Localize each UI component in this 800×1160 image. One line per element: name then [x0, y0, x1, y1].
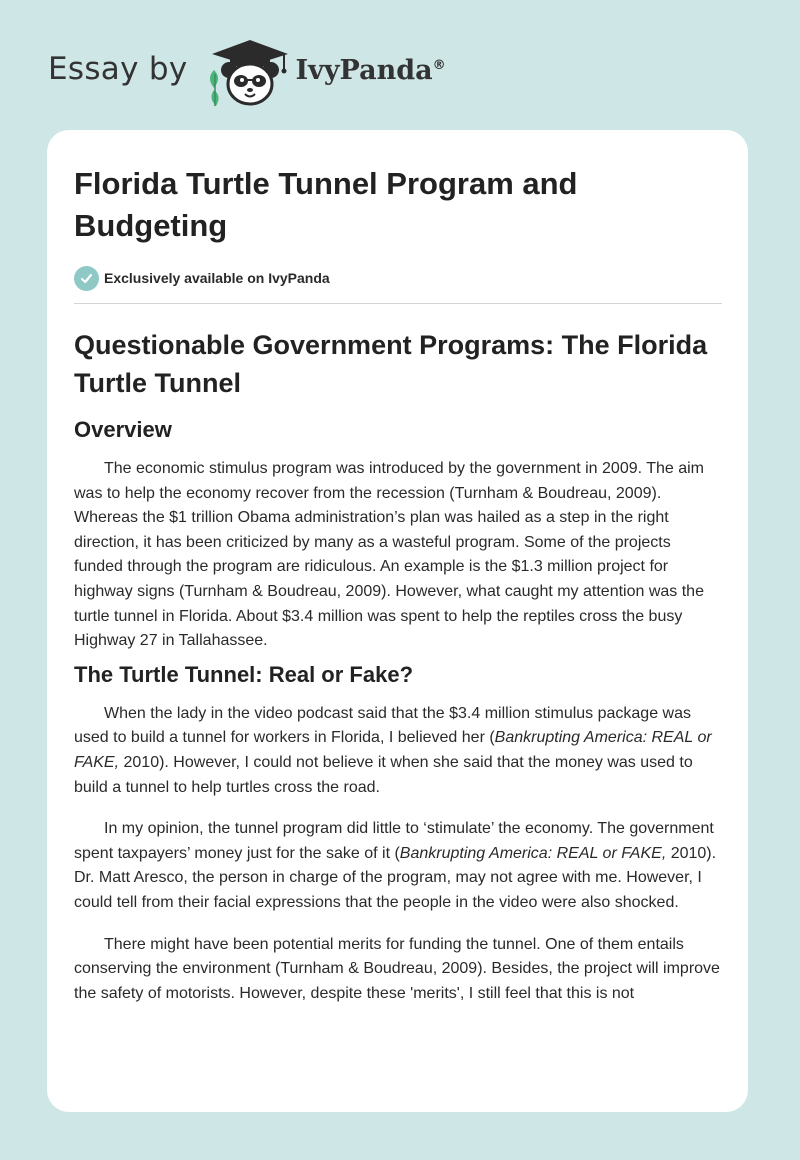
paragraph: When the lady in the video podcast said that the $3.4 million stimulus package was used to build a tunnel for workers in Florida, I believed her (Bankrupting America: REAL or FAKE, 2010). However, I could not believe it when she said that the money was used to build a tunnel to help turtles cross the road.	[74, 704, 712, 796]
exclusive-label: Exclusively available on IvyPanda	[104, 270, 330, 286]
panda-graduate-logo-icon	[202, 34, 292, 110]
brand-name: IvyPanda®	[295, 54, 446, 86]
divider	[74, 303, 722, 304]
check-circle-icon	[74, 266, 99, 291]
citation: Bankrupting America: REAL or FAKE,	[74, 729, 712, 771]
paragraph: The economic stimulus program was introduced by the government in 2009. The aim was to help the economy recover from the recession (Turnham & Boudreau, 2009). Whereas the $1 trillion Obama administration’s plan was hailed as a step in the right direction, it has been criticized by many as a wasteful program. Some of the projects funded through the program are ridiculous. An example is the $1.3 million project for highway signs (Turnham & Boudreau, 2009). However, what caught my attention was the turtle tunnel in Florida. About $3.4 million was spent to help the reptiles cross the busy Highway 27 in Tallahassee.	[74, 460, 705, 650]
paragraph: There might have been potential merits for funding the tunnel. One of them entails conserving the environment (Turnham & Boudreau, 2009). Besides, the project will improve the safety of motorists. However, despite these 'merits', I still feel that this is not	[74, 935, 720, 1002]
essay-card	[47, 130, 748, 1112]
essay-by-label: Essay by	[48, 51, 188, 87]
brand-logo[interactable]	[48, 34, 446, 110]
page-title: Florida Turtle Tunnel Program and Budgeting	[74, 166, 578, 243]
citation: Bankrupting America: REAL or FAKE,	[399, 844, 667, 862]
exclusive-badge	[74, 264, 722, 292]
paragraph: In my opinion, the tunnel program did little to ‘stimulate’ the economy. The government spent taxpayers’ money just for the sake of it (Bankrupting America: REAL or FAKE, 2010). Dr. Matt Aresco, the person in charge of the program, may not agree with me. However, I could tell from their facial expressions that the people in the video were also shocked.	[74, 820, 717, 911]
section-heading-overview: Overview	[74, 417, 172, 442]
main-heading: Questionable Government Programs: The Florida Turtle Tunnel	[74, 330, 708, 398]
section-heading-turtle-tunnel: The Turtle Tunnel: Real or Fake?	[74, 661, 414, 687]
